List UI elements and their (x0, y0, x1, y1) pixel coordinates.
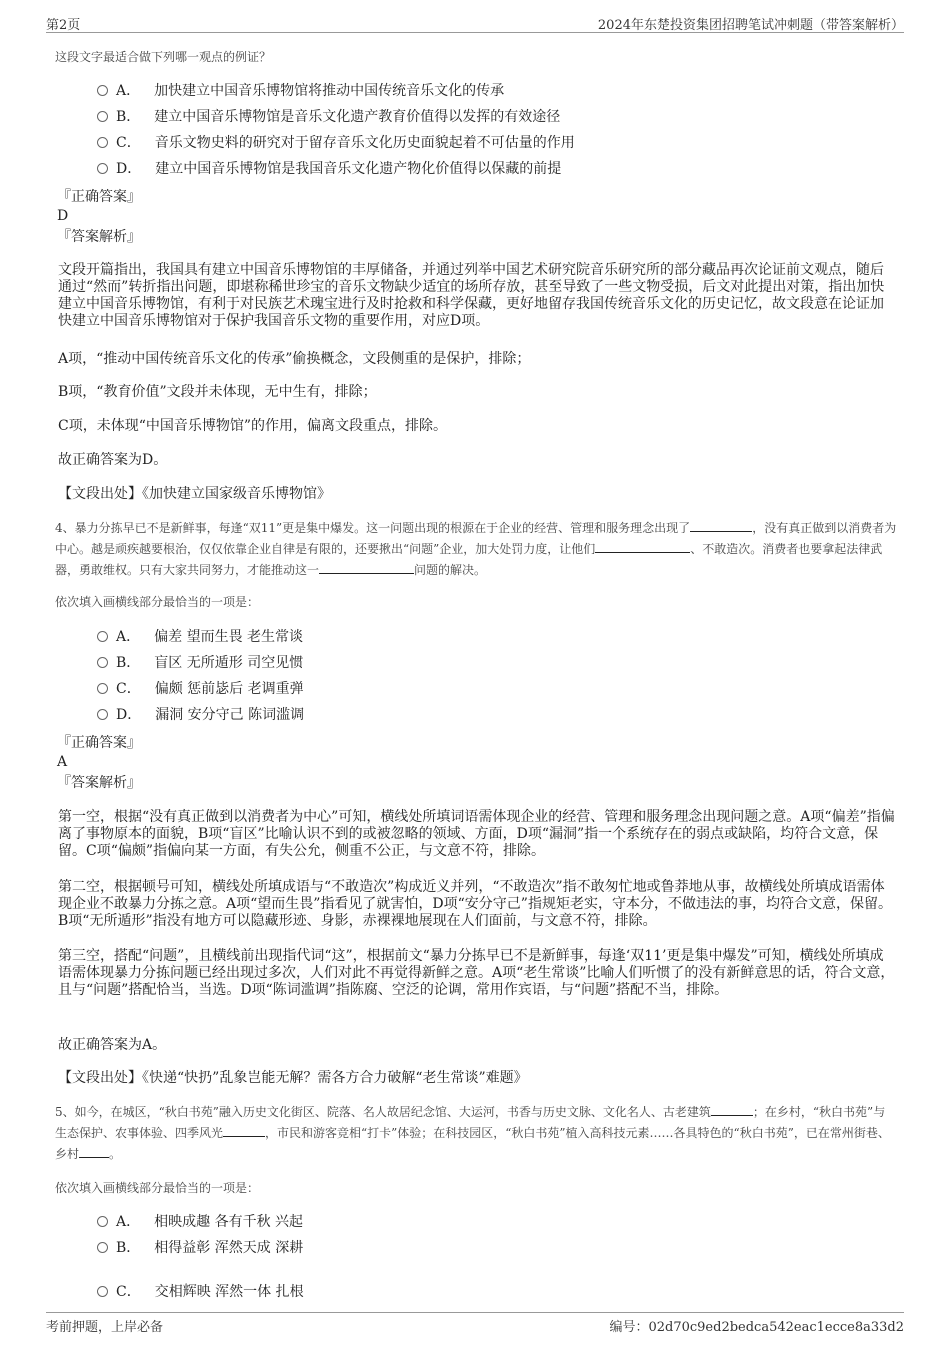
radio-icon[interactable] (97, 1286, 108, 1297)
radio-icon[interactable] (97, 657, 108, 668)
q3-option-a[interactable]: A． 加快建立中国音乐博物馆将推动中国传统音乐文化的传承 (97, 81, 504, 101)
q3-analysis-a: A项，“推动中国传统音乐文化的传承”偷换概念，文段侧重的是保护，排除； (58, 351, 531, 367)
q3-analysis-main: 文段开篇指出，我国具有建立中国音乐博物馆的丰厚储备，并通过列举中国艺术研究院音乐研究所的部分藏品再次论证前文观点，随后通过“然而”转折指出问题，即堪称稀世珍宝的音乐文物缺少适宜的场所存放，甚至导致了一些文物受损，后文对此提出对策，指出加快建立中国音乐博物馆，有利于对民族艺术瑰宝进行及时抢救和科学保藏，更好地留存我国传统音乐文化的历史记忆，故文段意在论证加快建立中国音乐博物馆对于保护我国音乐文物的重要作用，对应D项。 (58, 262, 885, 329)
q4-source: 【文段出处】《快递“快扔”乱象岂能无解？需各方合力破解“老生常谈”难题》 (58, 1070, 528, 1086)
blank-2 (595, 540, 690, 553)
radio-icon[interactable] (97, 709, 108, 720)
blank-2 (223, 1124, 265, 1137)
radio-icon[interactable] (97, 1216, 108, 1227)
q5-option-a[interactable]: A． 相映成趣 各有千秋 兴起 (97, 1212, 303, 1232)
radio-icon[interactable] (97, 111, 108, 122)
q4-analysis-label: 『答案解析』 (57, 775, 141, 791)
q4-conclusion: 故正确答案为A。 (58, 1037, 167, 1053)
q3-analysis-b: B项，“教育价值”文段并未体现，无中生有，排除； (58, 384, 377, 400)
q3-analysis-c: C项，未体现“中国音乐博物馆”的作用，偏离文段重点，排除。 (58, 418, 448, 434)
q5-stem: 5、如今，在城区，“秋白书苑”融入历史文化街区、院落、名人故居纪念馆、大运河，书香与历史文脉、文化名人、古老建筑 ；在乡村，“秋白书苑”与生态保护、农事体验、四季风光 ，市民和游客竞相“打卡”体验；在科技园区，“秋白书苑”植入高科技元素……各具特色的“秋白书苑”，已在常州街巷、乡村 。 (55, 1105, 890, 1161)
q3-analysis-label: 『答案解析』 (57, 229, 141, 245)
radio-icon[interactable] (97, 137, 108, 148)
q3-option-c[interactable]: C． 音乐文物史料的研究对于留存音乐文化历史面貌起着不可估量的作用 (97, 133, 575, 153)
radio-icon[interactable] (97, 631, 108, 642)
q3-answer-label: 『正确答案』 (57, 189, 141, 205)
page-footer (46, 1312, 904, 1335)
blank-3 (79, 1145, 109, 1158)
q3-prompt: 这段文字最适合做下列哪一观点的例证？ (55, 50, 272, 64)
q3-option-d[interactable]: D． 建立中国音乐博物馆是我国音乐文化遗产物化价值得以保藏的前提 (97, 159, 561, 179)
radio-icon[interactable] (97, 1242, 108, 1253)
page-number: 第2页 (46, 18, 81, 33)
blank-1 (690, 519, 752, 532)
q3-answer: D (57, 208, 69, 224)
q3-conclusion: 故正确答案为D。 (58, 452, 168, 468)
q5-option-c[interactable]: C． 交相辉映 浑然一体 扎根 (97, 1282, 304, 1302)
q4-answer: A (57, 754, 68, 770)
page-header (46, 12, 904, 33)
q5-option-b[interactable]: B． 相得益彰 浑然天成 深耕 (97, 1238, 303, 1258)
q4-analysis-blank1: 第一空，根据“没有真正做到以消费者为中心”可知，横线处所填词语需体现企业的经营、管理和服务理念出现问题之意。A项“偏差”指偏离了事物原本的面貌，B项“盲区”比喻认识不到的或被忽略的领域、方面，D项“漏洞”指一个系统存在的弱点或缺陷，均符合文意，保留。C项“偏颇”指偏向某一方面，有失公允，侧重不公正，与文意不符，排除。 (58, 809, 895, 859)
q4-option-b[interactable]: B． 盲区 无所遁形 司空见惯 (97, 653, 303, 673)
document-id: 编号：02d70c9ed2bedca542eac1ecce8a33d2 (609, 1320, 904, 1335)
q4-analysis-blank2: 第二空，根据顿号可知，横线处所填成语与“不敢造次”构成近义并列，“不敢造次”指不敢匆忙地或鲁莽地从事，故横线处所填成语需体现企业不敢暴力分拣之意。A项“望而生畏”指看见了就害怕，D项“安分守己”指规矩老实，守本分，不做违法的事，均符合文意，保留。B项“无所遁形”指没有地方可以隐藏形迹、身影，赤裸裸地展现在人们面前，与文意不符，排除。 (58, 879, 892, 929)
q4-analysis-blank3: 第三空，搭配“问题”，且横线前出现指代词“这”，根据前文“暴力分拣早已不是新鲜事，每逢‘双11’更是集中爆发”可知，横线处所填成语需体现暴力分拣问题已经出现过多次，人们对此不再觉得新鲜之意。A项“老生常谈”比喻人们听惯了的没有新鲜意思的话，符合文意，且与“问题”搭配恰当，当选。D项“陈词滥调”指陈腐、空泛的论调，常用作宾语，与“问题”搭配不当，排除。 (58, 948, 895, 998)
q4-option-c[interactable]: C． 偏颇 惩前毖后 老调重弹 (97, 679, 304, 699)
blank-1 (711, 1103, 753, 1116)
q4-option-a[interactable]: A． 偏差 望而生畏 老生常谈 (97, 627, 303, 647)
q3-source: 【文段出处】《加快建立国家级音乐博物馆》 (58, 486, 331, 502)
q4-stem: 4、暴力分拣早已不是新鲜事，每逢“双11”更是集中爆发。这一问题出现的根源在于企业的经营、管理和服务理念出现了 ，没有真正做到以消费者为中心。越是顽疾越要根治，仅仅依靠企业自律是有限的，还要揪出“问题”企业，加大处罚力度，让他们 、不敢造次。消费者也要拿起法律武器，勇敢维权。只有大家共同努力，才能推动这一 问题的解决。 (55, 521, 897, 577)
footer-slogan: 考前押题，上岸必备 (46, 1320, 164, 1335)
q4-prompt: 依次填入画横线部分最恰当的一项是： (55, 595, 260, 609)
blank-3 (319, 561, 414, 574)
q4-option-d[interactable]: D． 漏洞 安分守己 陈词滥调 (97, 705, 304, 725)
radio-icon[interactable] (97, 163, 108, 174)
radio-icon[interactable] (97, 683, 108, 694)
q4-answer-label: 『正确答案』 (57, 735, 141, 751)
q5-prompt: 依次填入画横线部分最恰当的一项是： (55, 1181, 260, 1195)
q3-option-b[interactable]: B． 建立中国音乐博物馆是音乐文化遗产教育价值得以发挥的有效途径 (97, 107, 560, 127)
radio-icon[interactable] (97, 85, 108, 96)
document-title: 2024年东楚投资集团招聘笔试冲刺题（带答案解析） (597, 18, 904, 33)
